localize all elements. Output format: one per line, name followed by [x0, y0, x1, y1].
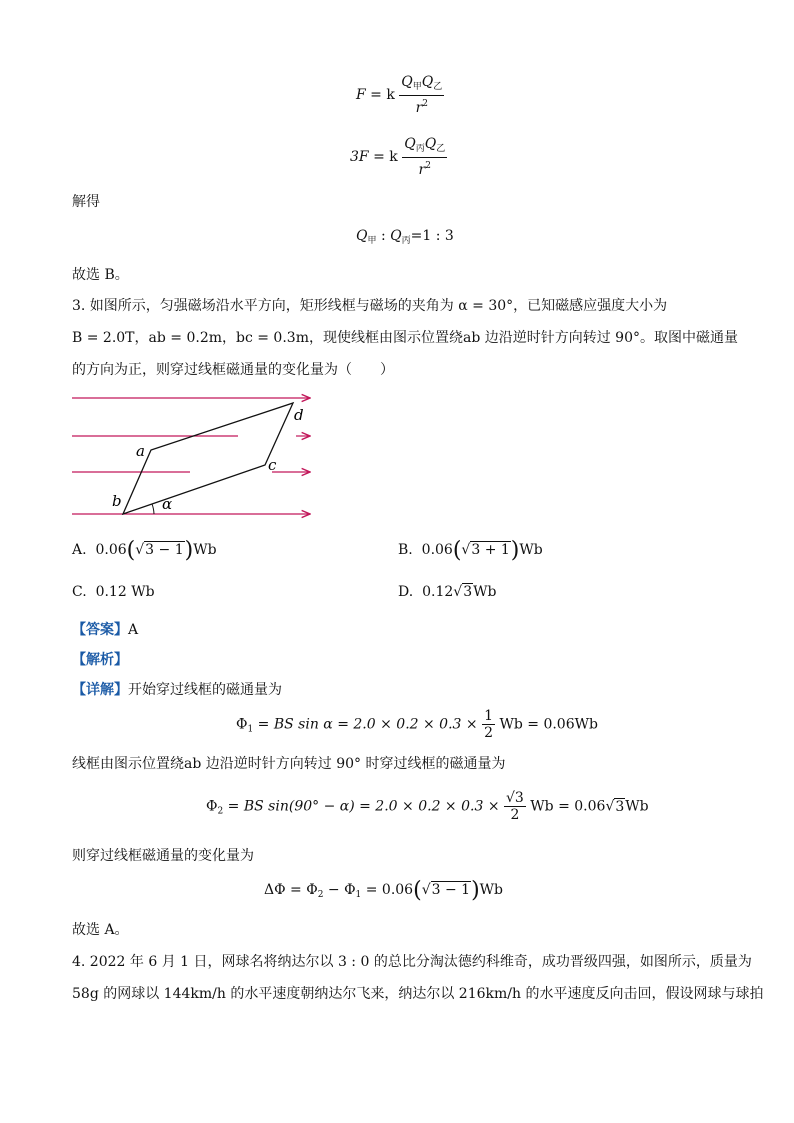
q3-line-2: B = 2.0T，ab = 0.2m，bc = 0.3m，现使线框由图示位置绕ab 边沿逆时针方向转过 90°。取图中磁通量: [72, 330, 738, 346]
coulomb-equation-3f: 3F = k $\frac{Q_丙Q_乙}{r^2}$: [350, 136, 446, 178]
answer-value: A: [128, 622, 139, 638]
angle-arc: [152, 504, 154, 514]
eq-lhs: F: [356, 87, 366, 103]
phi1-equation: $\Phi_1$ = BS sin α = 2.0 × 0.2 × 0.3 × $\frac{1}{2}$ Wb = 0.06Wb: [236, 708, 598, 741]
magnetic-field-figure: [66, 388, 326, 528]
change-line: 则穿过线框磁通量的变化量为: [72, 848, 254, 864]
option-a[interactable]: A. 0.06(√3 − 1)Wb: [72, 538, 217, 563]
q3-line-1: 3. 如图所示，匀强磁场沿水平方向，矩形线框与磁场的夹角为 α = 30°，已知磁感应强度大小为: [72, 298, 668, 314]
eq-sign: = k: [365, 87, 395, 103]
analysis-tag: 【解析】: [72, 652, 128, 668]
vertex-label-c: c: [268, 456, 277, 474]
answer-line: [72, 620, 138, 640]
charge-ratio: $Q_甲$ : $Q_丙=1$ : 3: [356, 228, 454, 246]
option-b[interactable]: B. 0.06(√3 + 1)Wb: [398, 538, 543, 563]
q3-line-3: 的方向为正，则穿过线框磁通量的变化量为（ ）: [72, 362, 394, 378]
answer-tag: 【答案】: [72, 622, 128, 638]
rotate-line: 线框由图示位置绕ab 边沿逆时针方向转过 90° 时穿过线框的磁通量为: [72, 756, 506, 772]
vertex-label-b: b: [112, 492, 122, 510]
analysis-line: [72, 650, 128, 670]
eq-fraction: $\frac{Q_丙Q_乙}{r^2}$: [404, 136, 446, 178]
eq-fraction: $\frac{Q_甲Q_乙}{r^2}$: [401, 74, 443, 116]
phi2-equation: $\Phi_2$ = BS sin(90° − α) = 2.0 × 0.2 × 0.3 × $\frac{√3}{2}$ Wb = 0.06√3Wb: [206, 790, 649, 823]
option-d[interactable]: D. 0.12√3Wb: [398, 584, 497, 600]
coulomb-equation-f: [356, 74, 444, 116]
choose-a-line: 故选 A。: [72, 922, 129, 938]
q4-line-1: 4. 2022 年 6 月 1 日，网球名将纳达尔以 3 : 0 的总比分淘汰德约科维奇，成功晋级四强，如图所示，质量为: [72, 954, 752, 970]
solve-label: 解得: [72, 194, 100, 210]
angle-label-alpha: α: [162, 495, 173, 513]
option-c[interactable]: C. 0.12 Wb: [72, 584, 155, 600]
q4-line-2: 58g 的网球以 144km/h 的水平速度朝纳达尔飞来，纳达尔以 216km/h 的水平速度反向击回，假设网球与球拍: [72, 986, 764, 1002]
vertex-label-d: d: [294, 406, 304, 424]
vertex-label-a: a: [136, 442, 145, 460]
delta-phi-equation: $\Delta\Phi = \Phi_2 - \Phi_1 = 0.06(√3 - 1)Wb$: [264, 878, 504, 903]
detail-line: 【详解】开始穿过线框的磁通量为: [72, 682, 282, 698]
choose-b-line: 故选 B。: [72, 267, 129, 283]
detail-tag: 【详解】: [72, 682, 128, 698]
